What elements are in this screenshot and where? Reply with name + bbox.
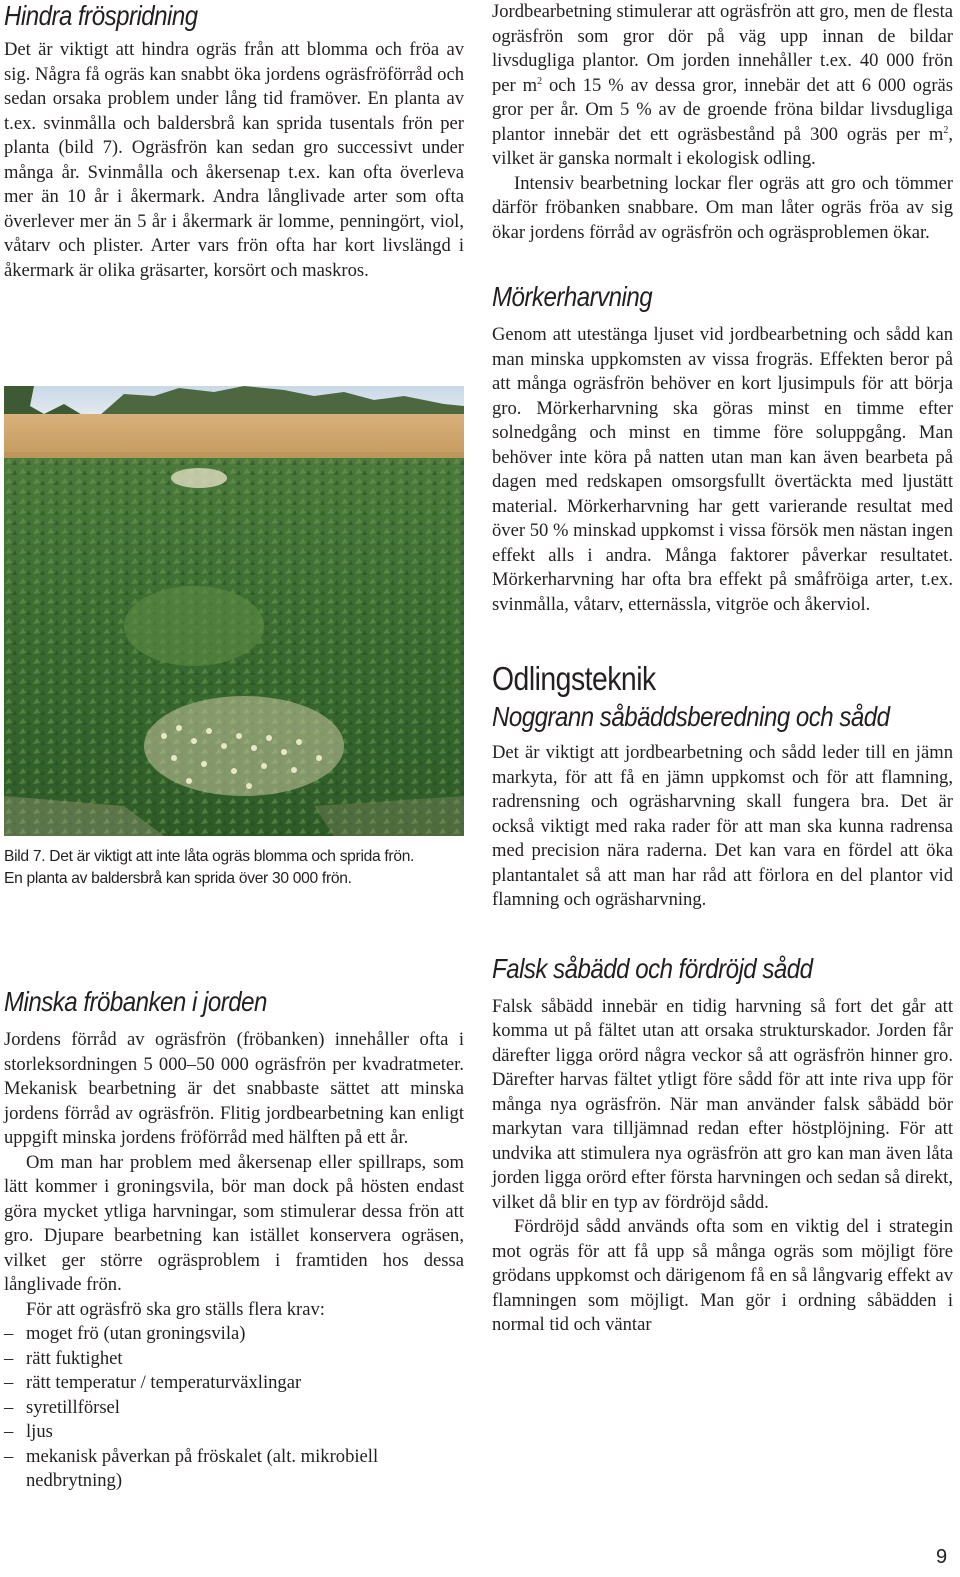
hindra-paragraph: Det är viktigt att hindra ogräs från att blomma och fröa av sig. Några få ogräs kan snabbt öka jordens ogräsfröförråd och sedan orsaka problem under lång tid framöver. En planta av t.ex. svinmålla och baldersbrå kan sprida tusentals frön per planta (bild 7). Ogräsfrön kan sedan gro successivt under många år. Svinmålla och åkersenap t.ex. kan ofta överleva mer än 10 år i åkermark. Andra långlivade arter som ofta överlever mer än 5 år i åkermark är lomme, penningört, viol, våtarv och plister. Arter vars frön ofta har kort livslängd i åkermark är olika gräsarter, korsört och maskros.	[4, 39, 464, 281]
germination-requirements-list	[4, 1322, 464, 1494]
intro-paragraph-2: Intensiv bearbetning lockar fler ogräs att gro och tömmer därför fröbanken snabbare. Om man låter ogräs fröa av sig ökar jordens förråd av ogräsfrön och ogräsproblemen ökar.	[492, 172, 953, 243]
minska-section	[4, 986, 464, 1494]
minska-paragraph-2: Om man har problem med åkersenap eller spillraps, som lätt kommer i groningsvila, bör man dock på hösten endast göra mycket ytliga harvningar, som stimulerar dessa frön att gro. Djupare bearbetning kan istället konservera ogräsen, vilket ger större ogräsproblem i framtiden hos dessa långlivade frön.	[4, 1151, 464, 1295]
noggrann-paragraph: Det är viktigt att jordbearbetning och sådd leder till en jämn markyta, för att få en jämn uppkomst och för att flamning, radrensning och ogräsharvning skall fungera bra. Det är också viktigt med raka rader för att man ska kunna radrensa med precision nära raderna. Det kan vara en fördel att öka plantantalet så att man har råd att förlora en del plantor vid flamning och ogräsharvning.	[492, 742, 953, 910]
requirement-item: – moget frö (utan groningsvila)	[4, 1323, 246, 1344]
requirement-item: – mekanisk påverkan på fröskalet (alt. mikrobiell nedbrytning)	[4, 1445, 379, 1491]
intro-paragraph-1: Jordbearbetning stimulerar att ogräsfrön att gro, men de flesta ogräsfrön som gror dör på väg upp innan de bildar livsdugliga plantor. Om jorden innehåller t.ex. 40 000 frön per $m^2$ och 15 % av dessa gror, innebär det att 6 000 ogräs gror per år. Om 5 % av de groende fröna bildar livsdugliga plantor innebär det ett ogräsbestånd på 300 ogräs per $m^2$, vilket är ganska normalt i ekologisk odling.	[492, 1, 953, 169]
requirement-item: – rätt fuktighet	[4, 1347, 123, 1369]
falsk-paragraph-2: Fördröjd sådd används ofta som en viktig del i strategin mot ogräs för att få upp så många ogräs som möjligt före grödans uppkomst och därigenom få en så långvarig effekt av flamningen som möjligt. Man gör i ordning såbädden i normal tid och väntar	[492, 1216, 953, 1335]
requirement-item: – rätt temperatur / temperaturväxlingar	[4, 1372, 302, 1393]
morkerharvning-paragraph: Genom att utestänga ljuset vid jordbearbetning och sådd kan man minska uppkomsten av vissa frogräs. Effekten beror på att många ogräsfrön behöver en kort ljusimpuls för att börja gro. Mörkerharvning ska göras minst en timme efter solnedgång och minst en timme före soluppgång. Man behöver inte köra på natten utan man kan även bearbeta på dagen med redskapen omsorgsfullt övertäckta med ljustätt material. Mörkerharvning har gett varierande resultat med över 50 % minskad uppkomst i vissa försök men nästan ingen effekt alls i andra. Många faktorer påverkar resultatet. Mörkerharvning har ofta bra effekt på småfröiga arter, t.ex. svinmålla, våtarv, etternässla, vitgröe och åkerviol.	[492, 324, 953, 615]
heading-minska-frobanken: Minska fröbanken i jorden	[4, 986, 267, 1017]
falsk-paragraph-1: Falsk såbädd innebär en tidig harvning så fort det går att komma ut på fältet utan att orsaka strukturskador. Jorden får därefter ligga orörd några veckor så att ogräsfrön hinner gro. Därefter harvas fältet ytligt före sådd för att inte riva upp för många nya ogräsfrön. När man använder falsk såbädd bör markytan vara tilljämnad redan efter höstplöjning. För att undvika att stimulera nya ogräsfrön att gro kan man även låta jorden ligga orörd efter första harvningen och sedan så direkt, vilket då blir en typ av fördröjd sådd.	[492, 995, 953, 1213]
heading-morkerharvning: Mörkerharvning	[492, 281, 653, 312]
heading-odlingsteknik: Odlingsteknik	[492, 660, 656, 697]
heading-hindra-frospridning: Hindra fröspridning	[4, 0, 198, 31]
requirement-item: – syretillförsel	[4, 1396, 120, 1418]
right-column	[492, 0, 953, 1338]
field-photo	[4, 386, 464, 836]
field-photo-image	[4, 386, 464, 836]
heading-noggrann-sabaddsberedning: Noggrann såbäddsberedning och sådd	[492, 701, 890, 732]
requirement-item: – ljus	[4, 1421, 53, 1442]
caption-line-2: En planta av baldersbrå kan sprida över 30 000 frön.	[4, 870, 352, 887]
photo-caption	[4, 846, 474, 890]
minska-paragraph-1: Jordens förråd av ogräsfrön (fröbanken) innehåller ofta i storleksordningen 5 000–50 000 ogräsfrön per kvadratmeter. Mekanisk bearbetning är det snabbaste sättet att minska jordens förråd av ogräsfrön. Flitig jordbearbetning kan enligt uppgift minska jordens fröförråd med hälften på ett år.	[4, 1029, 464, 1148]
heading-falsk-sabadd: Falsk såbädd och fördröjd sådd	[492, 952, 813, 984]
caption-line-1: Bild 7. Det är viktigt att inte låta ogräs blomma och sprida frön.	[4, 848, 415, 865]
minska-paragraph-3: För att ogräsfrö ska gro ställs flera krav:	[26, 1298, 325, 1320]
page-number: 9	[936, 1546, 948, 1568]
